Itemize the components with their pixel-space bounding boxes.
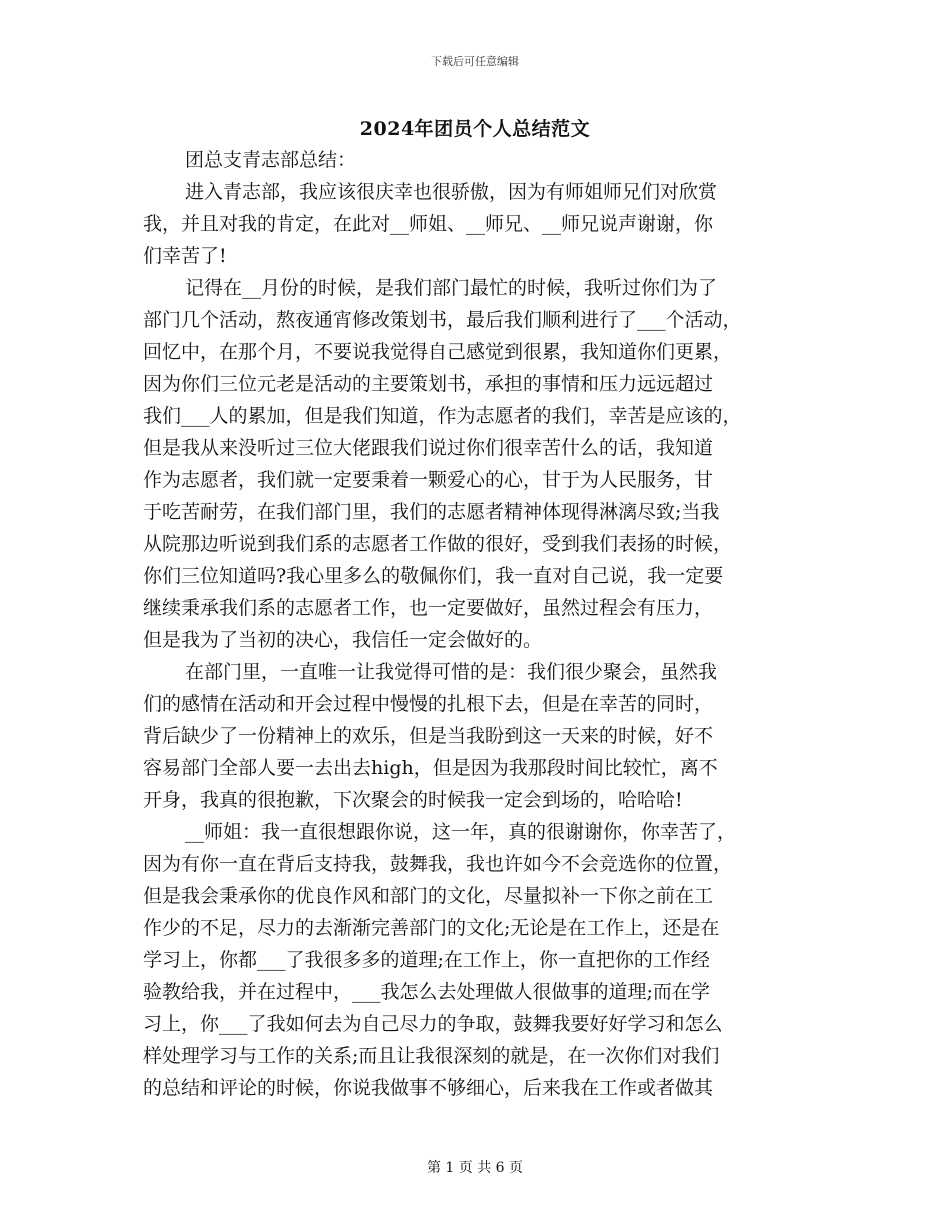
text-line: 样处理学习与工作的关系;而且让我很深刻的就是，在一次你们对我们: [143, 1045, 720, 1067]
text-line: 进入青志部，我应该很庆幸也很骄傲，因为有师姐师兄们对欣赏: [185, 181, 718, 203]
text-line: 验教给我，并在过程中，___我怎么去处理做人很做事的道理;而在学: [143, 981, 710, 1003]
text-line: 学习上，你都___了我很多多的道理;在工作上，你一直把你的工作经: [143, 949, 710, 971]
text-line: 你们三位知道吗?我心里多么的敬佩你们，我一直对自己说，我一定要: [143, 565, 724, 587]
text-line: 记得在__月份的时候，是我们部门最忙的时候，我听过你们为了: [185, 277, 718, 299]
text-line: 们幸苦了!: [143, 245, 227, 267]
text-line: 我，并且对我的肯定，在此对__师姐、__师兄、__师兄说声谢谢，你: [143, 213, 714, 235]
text-line: 在部门里，一直唯一让我觉得可惜的是：我们很少聚会，虽然我: [185, 661, 718, 683]
text-line: 但是我为了当初的决心，我信任一定会做好的。: [143, 629, 543, 651]
text-line: 回忆中，在那个月，不要说我觉得自己感觉到很累，我知道你们更累，: [143, 341, 733, 363]
text-line: 因为你们三位元老是活动的主要策划书，承担的事情和压力远远超过: [143, 373, 714, 395]
text-line: 习上，你___了我如何去为自己尽力的争取，鼓舞我要好好学习和怎么: [143, 1013, 723, 1035]
page-footer: 第 1 页 共 6 页: [426, 1160, 524, 1176]
text-line: 背后缺少了一份精神上的欢乐，但是当我盼到这一天来的时候，好不: [143, 725, 714, 747]
text-line: 作为志愿者，我们就一定要秉着一颗爱心的心，甘于为人民服务，甘: [143, 469, 714, 491]
text-line: 的总结和评论的时候，你说我做事不够细心，后来我在工作或者做其: [143, 1077, 714, 1099]
text-line: 我们___人的累加，但是我们知道，作为志愿者的我们，幸苦是应该的，: [143, 405, 742, 427]
document-body: [143, 144, 815, 1104]
text-line: 于吃苦耐劳，在我们部门里，我们的志愿者精神体现得淋漓尽致;当我: [143, 501, 720, 523]
text-line: 团总支青志部总结：: [185, 149, 357, 171]
text-line: 们的感情在活动和开会过程中慢慢的扎根下去，但是在幸苦的同时，: [143, 693, 714, 715]
text-line: 从院那边听说到我们系的志愿者工作做的很好，受到我们表扬的时候，: [143, 533, 733, 555]
text-line: 继续秉承我们系的志愿者工作，也一定要做好，虽然过程会有压力，: [143, 597, 714, 619]
text-line: 开身，我真的很抱歉，下次聚会的时候我一定会到场的，哈哈哈!: [143, 789, 683, 811]
text-line: 但是我从来没听过三位大佬跟我们说过你们很幸苦什么的话，我知道: [143, 437, 714, 459]
text-line: 因为有你一直在背后支持我，鼓舞我，我也许如今不会竞选你的位置，: [143, 853, 733, 875]
header-note: 下载后可任意编辑: [431, 55, 519, 68]
text-line: __师姐：我一直很想跟你说，这一年，真的很谢谢你，你幸苦了，: [185, 821, 737, 843]
document-title: 2024年团员个人总结范文: [359, 118, 591, 140]
text-line: 部门几个活动，熬夜通宵修改策划书，最后我们顺利进行了___个活动，: [143, 309, 742, 331]
text-line: 但是我会秉承你的优良作风和部门的文化，尽量拟补一下你之前在工: [143, 885, 714, 907]
text-line: 作少的不足，尽力的去渐渐完善部门的文化;无论是在工作上，还是在: [143, 917, 720, 939]
text-line: 容易部门全部人要一去出去high，但是因为我那段时间比较忙，离不: [143, 757, 718, 779]
